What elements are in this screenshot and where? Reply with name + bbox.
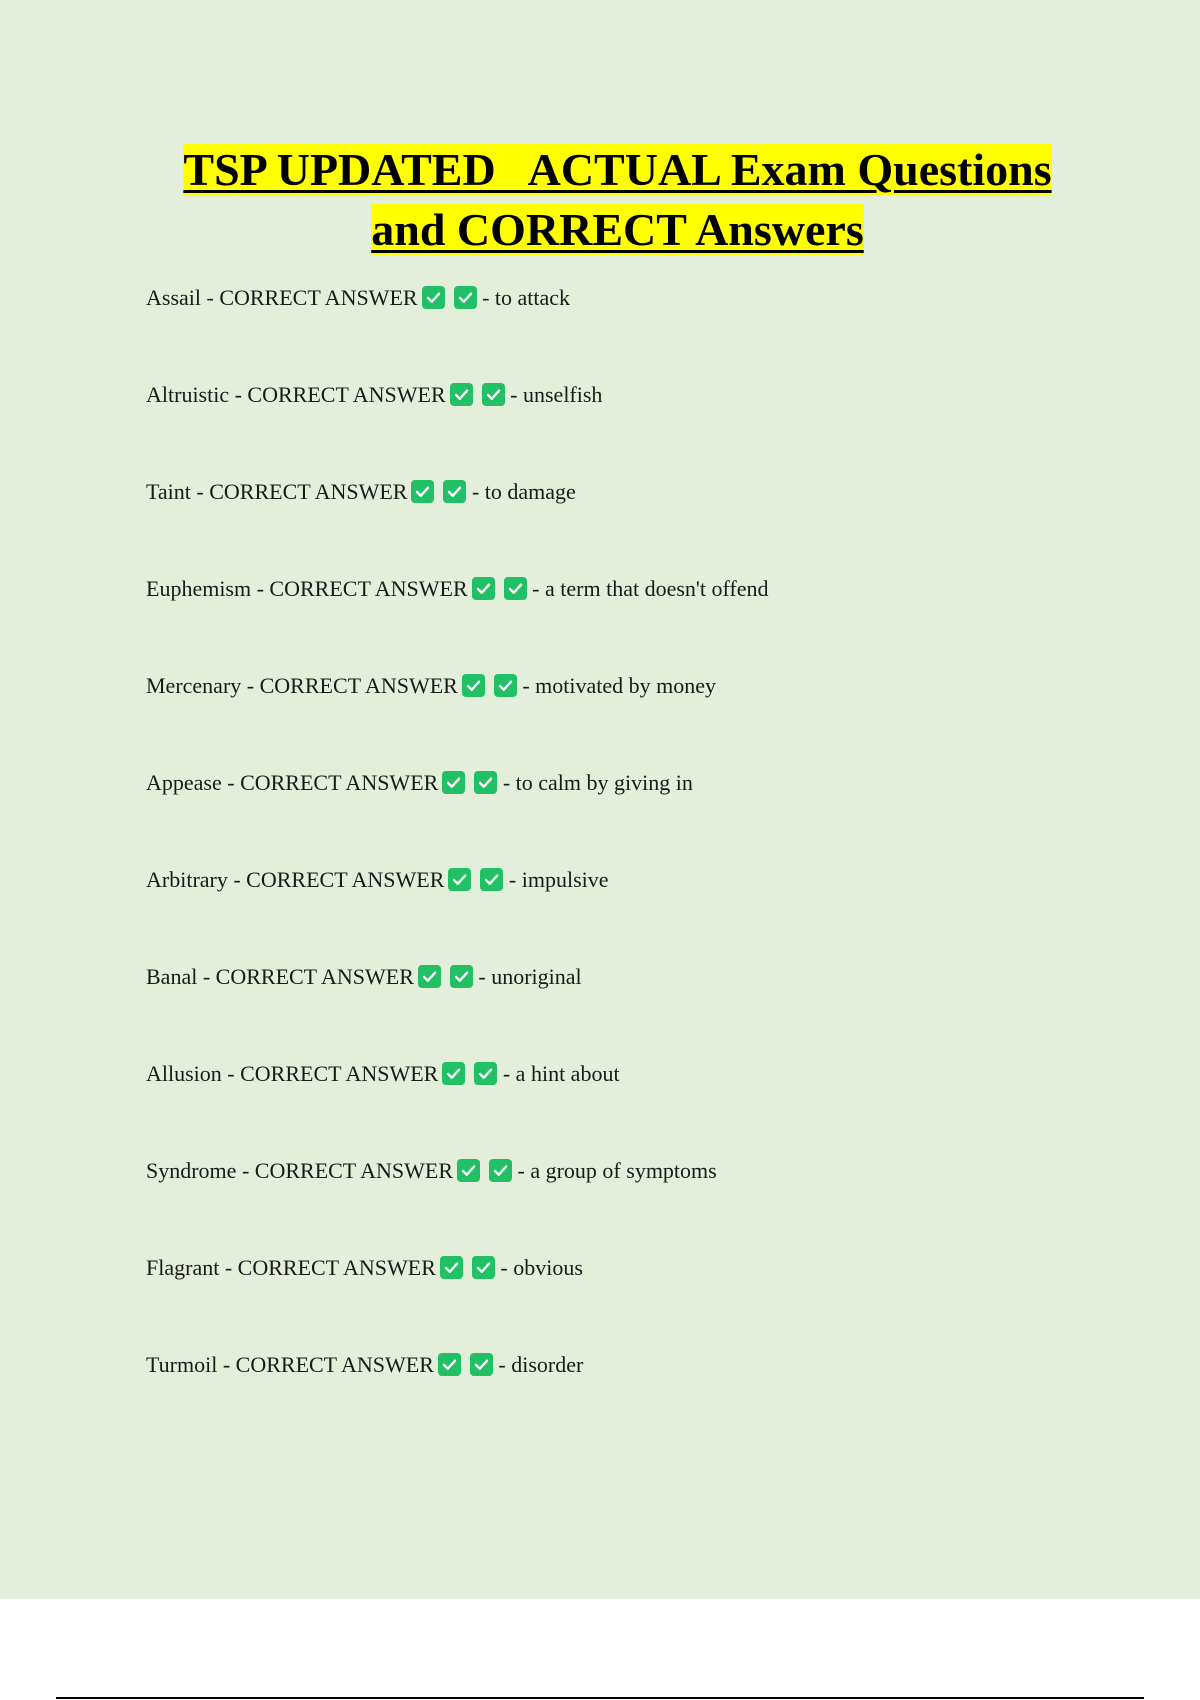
checkmark-icon [470,1353,493,1376]
term: Altruistic [146,382,230,407]
checkmark-icon [448,868,471,891]
term: Assail [146,285,201,310]
checkmark-icon [418,965,441,988]
footer-divider [56,1697,1144,1699]
checkmark-icon [422,286,445,309]
definition: - to calm by giving in [502,770,693,795]
checkmark-icon [450,965,473,988]
checkmark-icon [438,1353,461,1376]
definition: - disorder [498,1352,584,1377]
term: Mercenary [146,673,242,698]
term: Euphemism [146,576,252,601]
definition: - obvious [500,1255,583,1280]
list-item [146,1251,1146,1348]
checkmark-icon [494,674,517,697]
term: Appease [146,770,222,795]
answer-label: - CORRECT ANSWER [234,382,446,407]
answer-label: - CORRECT ANSWER [256,576,468,601]
list-item [146,766,1146,863]
list-item [146,281,1146,378]
definition: - a hint about [502,1061,620,1086]
answer-label: - CORRECT ANSWER [196,479,408,504]
checkmark-icon [442,771,465,794]
checkmark-icon [489,1159,512,1182]
definition: - to attack [482,285,571,310]
answer-label: - CORRECT ANSWER [206,285,418,310]
answer-label: - CORRECT ANSWER [227,1061,439,1086]
list-item [146,960,1146,1057]
list-item [146,1348,1146,1445]
answer-label: - CORRECT ANSWER [233,867,445,892]
page-title [130,140,1105,260]
term: Arbitrary [146,867,228,892]
list-item [146,669,1146,766]
checkmark-icon [480,868,503,891]
checkmark-icon [443,480,466,503]
answer-label: - CORRECT ANSWER [222,1352,434,1377]
answer-label: - CORRECT ANSWER [224,1255,436,1280]
term: Taint [146,479,191,504]
term: Banal [146,964,198,989]
answer-label: - CORRECT ANSWER [246,673,458,698]
title-line-2: and CORRECT Answers [371,204,864,255]
definition: - to damage [471,479,576,504]
definition: - unselfish [510,382,603,407]
list-item [146,475,1146,572]
checkmark-icon [411,480,434,503]
answer-label: - CORRECT ANSWER [241,1158,454,1183]
list-item [146,378,1146,475]
term: Turmoil [146,1352,218,1377]
checkmark-icon [462,674,485,697]
answer-label: - CORRECT ANSWER [227,770,439,795]
definition: - motivated by money [522,673,717,698]
list-item [146,1057,1146,1154]
checkmark-icon [440,1256,463,1279]
checkmark-icon [474,771,497,794]
checkmark-icon [454,286,477,309]
list-item [146,1154,1146,1251]
list-item [146,572,1146,669]
checkmark-icon [472,1256,495,1279]
checkmark-icon [482,383,505,406]
list-item [146,863,1146,960]
checkmark-icon [457,1159,480,1182]
term: Flagrant [146,1255,220,1280]
definition: - unoriginal [478,964,582,989]
definition: - a term that doesn't offend [532,576,769,601]
checkmark-icon [474,1062,497,1085]
definition: - impulsive [508,867,609,892]
checkmark-icon [450,383,473,406]
term: Allusion [146,1061,222,1086]
checkmark-icon [472,577,495,600]
question-list [146,281,1146,1445]
title-line-1: TSP UPDATED ACTUAL Exam Questions [183,144,1052,195]
checkmark-icon [504,577,527,600]
checkmark-icon [442,1062,465,1085]
definition: - a group of symptoms [517,1158,717,1183]
answer-label: - CORRECT ANSWER [202,964,414,989]
term: Syndrome [146,1158,237,1183]
